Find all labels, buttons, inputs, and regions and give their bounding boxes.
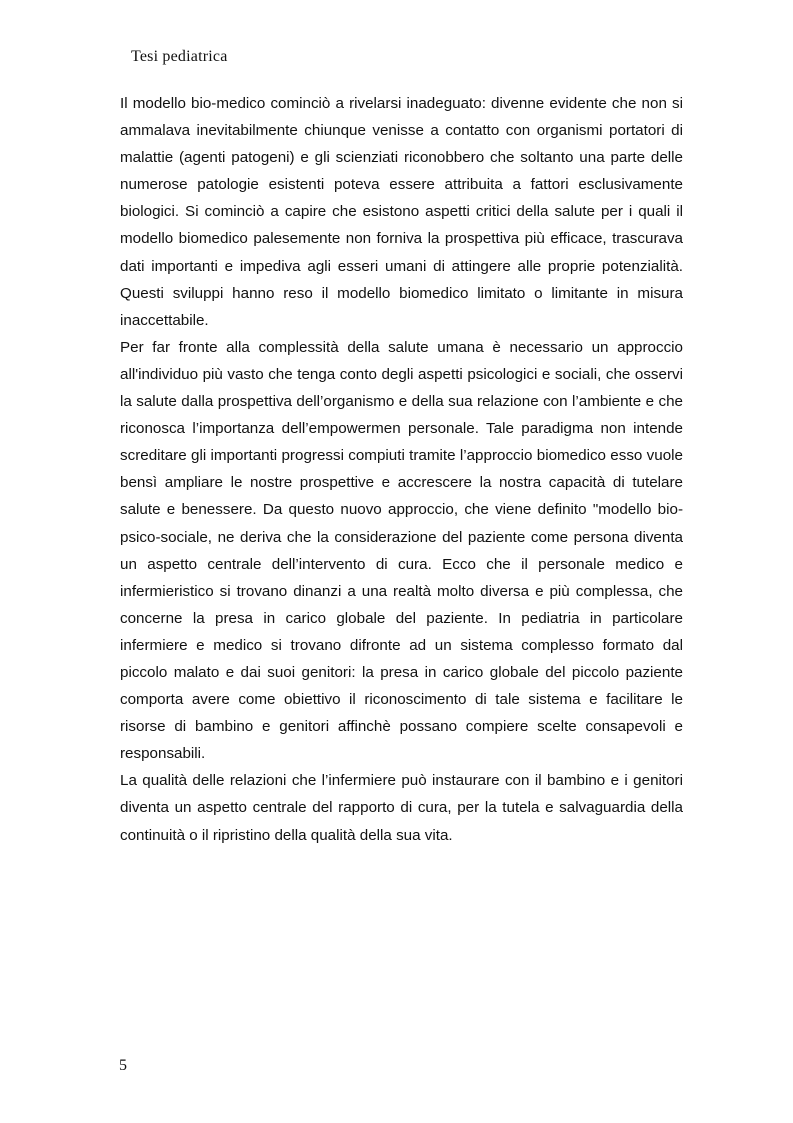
running-header: Tesi pediatrica (131, 48, 228, 65)
page-number: 5 (119, 1057, 127, 1074)
body-text (120, 90, 683, 849)
paragraph-2: Per far fronte alla complessità della salute umana è necessario un approccio all'individuo più vasto che tenga conto degli aspetti psicologici e sociali, che osservi la salute dalla prospettiva dell’organismo e della sua relazione con l’ambiente e che riconosca l’importanza dell’empowermen personale. Tale paradigma non intende screditare gli importanti progressi compiuti tramite l’approccio biomedico esso vuole bensì ampliare le nostre prospettive e accrescere la nostra capacità di tutelare salute e benessere. Da questo nuovo approccio, che viene definito "modello bio-psico-sociale, ne deriva che la considerazione del paziente come persona diventa un aspetto centrale dell’intervento di cura. Ecco che il personale medico e infermieristico si trovano dinanzi a una realtà molto diversa e più complessa, che concerne la presa in carico globale del paziente. In pediatria in particolare infermiere e medico si trovano difronte ad un sistema complesso formato dal piccolo malato e dai suoi genitori: la presa in carico globale del piccolo paziente comporta avere come obiettivo il riconoscimento di tale sistema e facilitare le risorse di bambino e genitori affinchè possano compiere scelte consapevoli e responsabili. (120, 338, 683, 763)
paragraph-3: La qualità delle relazioni che l’infermiere può instaurare con il bambino e i genitori diventa un aspetto centrale del rapporto di cura, per la tutela e salvaguardia della continuità o il ripristino della qualità della sua vita. (120, 772, 683, 844)
paragraph-1: Il modello bio-medico cominciò a rivelarsi inadeguato: divenne evidente che non si ammalava inevitabilmente chiunque venisse a contatto con organismi portatori di malattie (agenti patogeni) e gli scienziati riconobbero che soltanto una parte delle numerose patologie esistenti poteva essere attribuita a fattori esclusivamente biologici. Si cominciò a capire che esistono aspetti critici della salute per i quali il modello biomedico palesemente non forniva la prospettiva più efficace, trascurava dati importanti e impediva agli esseri umani di attingere alle proprie potenzialità. Questi sviluppi hanno reso il modello biomedico limitato o limitante in misura inaccettabile. (120, 95, 683, 329)
